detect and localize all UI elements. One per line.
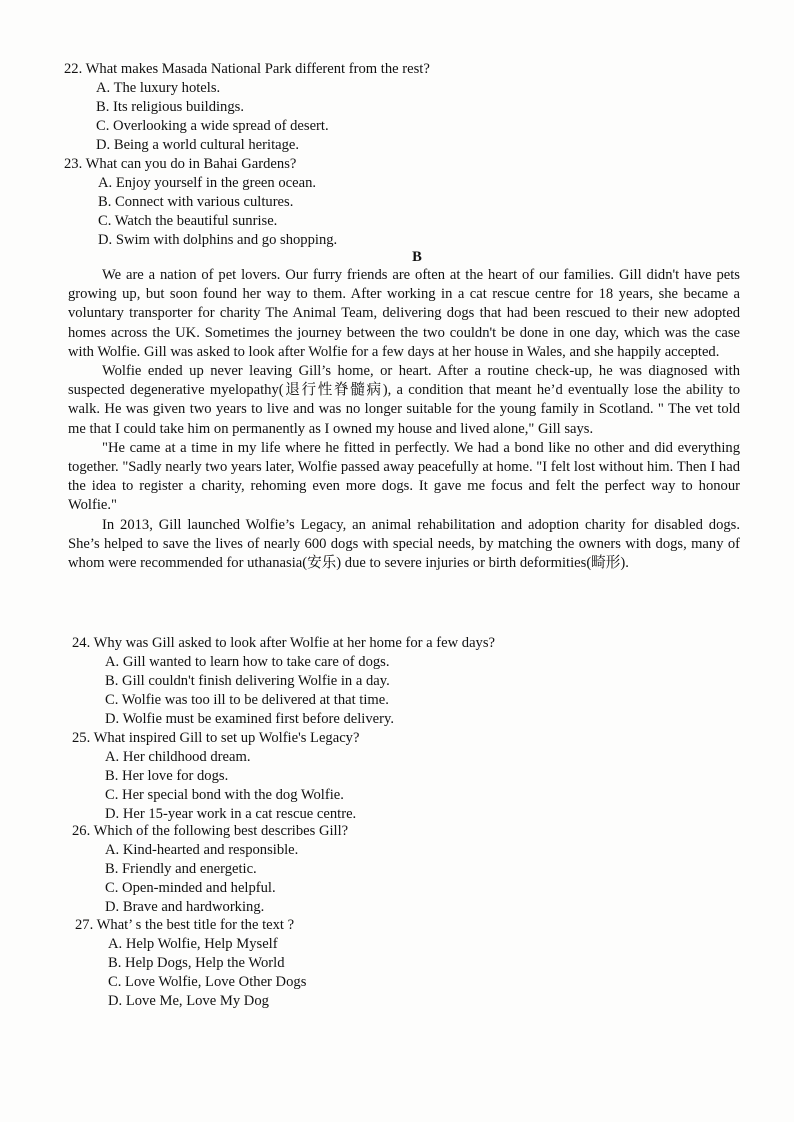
question-27-option-a: A. Help Wolfie, Help Myself — [108, 935, 278, 952]
question-22-option-c: C. Overlooking a wide spread of desert. — [96, 117, 329, 134]
question-27-option-d: D. Love Me, Love My Dog — [108, 992, 269, 1009]
question-23-text: 23. What can you do in Bahai Gardens? — [64, 156, 297, 172]
question-26 — [0, 822, 794, 917]
reading-passage — [68, 266, 740, 573]
passage-paragraph-3: "He came at a time in my life where he fitted in perfectly. We had a bond like no other and did everything together. "Sadly nearly two years later, Wolfie passed away peacefully at home. "I felt lost without him. Then I had the idea to register a charity, rehoming even more dogs. It gave me focus and felt the perfect way to honour Wolfie." — [68, 439, 740, 514]
question-25 — [0, 729, 794, 824]
question-24-option-a: A. Gill wanted to learn how to take care of dogs. — [105, 653, 390, 670]
question-23-option-a: A. Enjoy yourself in the green ocean. — [98, 174, 317, 191]
question-24 — [0, 634, 794, 729]
question-22-option-d: D. Being a world cultural heritage. — [96, 136, 300, 153]
question-26-option-d: D. Brave and hardworking. — [105, 898, 265, 915]
question-22 — [0, 60, 794, 155]
question-22-text: 22. What makes Masada National Park different from the rest? — [64, 61, 430, 77]
passage-paragraph-4: In 2013, Gill launched Wolfie’s Legacy, an animal rehabilitation and adoption charity for disabled dogs. She’s helped to save the lives of nearly 600 dogs with special needs, by matching the owners with dogs, many of whom were recommended for uthanasia(安乐) due to severe injuries or birth deformities(畸形). — [68, 516, 740, 572]
question-23-option-d: D. Swim with dolphins and go shopping. — [98, 231, 338, 248]
question-26-option-b: B. Friendly and energetic. — [105, 860, 257, 877]
passage-paragraph-2: Wolfie ended up never leaving Gill’s home, or heart. After a routine check-up, he was diagnosed with suspected degenerative myelopathy(退行性脊髓病), a condition that meant he’d eventually lose the ability to walk. He was given two years to live and was no longer suitable for the young family in Scotland. " The vet told me that I could take him on permanently as I owned my house and lived alone," Gill says. — [68, 363, 740, 437]
question-24-option-c: C. Wolfie was too ill to be delivered at that time. — [105, 691, 389, 708]
question-25-option-c: C. Her special bond with the dog Wolfie. — [105, 786, 344, 803]
question-24-option-b: B. Gill couldn't finish delivering Wolfie in a day. — [105, 672, 390, 689]
question-27 — [0, 916, 794, 1011]
question-26-option-c: C. Open-minded and helpful. — [105, 879, 276, 896]
question-26-text: 26. Which of the following best describes Gill? — [72, 823, 349, 839]
question-24-text: 24. Why was Gill asked to look after Wolfie at her home for a few days? — [72, 635, 495, 651]
question-23-option-b: B. Connect with various cultures. — [98, 193, 294, 210]
question-27-option-c: C. Love Wolfie, Love Other Dogs — [108, 973, 307, 990]
question-24-option-d: D. Wolfie must be examined first before delivery. — [105, 710, 394, 727]
question-23-option-c: C. Watch the beautiful sunrise. — [98, 212, 278, 229]
question-22-option-a: A. The luxury hotels. — [96, 79, 221, 96]
question-27-option-b: B. Help Dogs, Help the World — [108, 954, 285, 971]
question-27-text: 27. What’ s the best title for the text ? — [75, 917, 295, 933]
question-25-option-b: B. Her love for dogs. — [105, 767, 229, 784]
question-25-option-d: D. Her 15-year work in a cat rescue centre. — [105, 805, 357, 822]
question-25-option-a: A. Her childhood dream. — [105, 748, 251, 765]
passage-paragraph-1: We are a nation of pet lovers. Our furry friends are often at the heart of our families. Gill didn't have pets growing up, but soon found her way to them. After working in a cat rescue centre for 18 years, she became a voluntary transporter for charity The Animal Team, delivering dogs that had been rescued to their new adopted homes across the UK. Sometimes the journey between the two couldn't be done in one day, which was the case with Wolfie. Gill was asked to look after Wolfie for a few days at her house in Wales, and she happily accepted. — [68, 267, 740, 360]
question-25-text: 25. What inspired Gill to set up Wolfie's Legacy? — [72, 730, 360, 746]
question-23 — [0, 155, 794, 250]
section-label: B — [412, 249, 422, 265]
question-22-option-b: B. Its religious buildings. — [96, 98, 244, 115]
section-heading — [0, 248, 794, 266]
question-26-option-a: A. Kind-hearted and responsible. — [105, 841, 299, 858]
